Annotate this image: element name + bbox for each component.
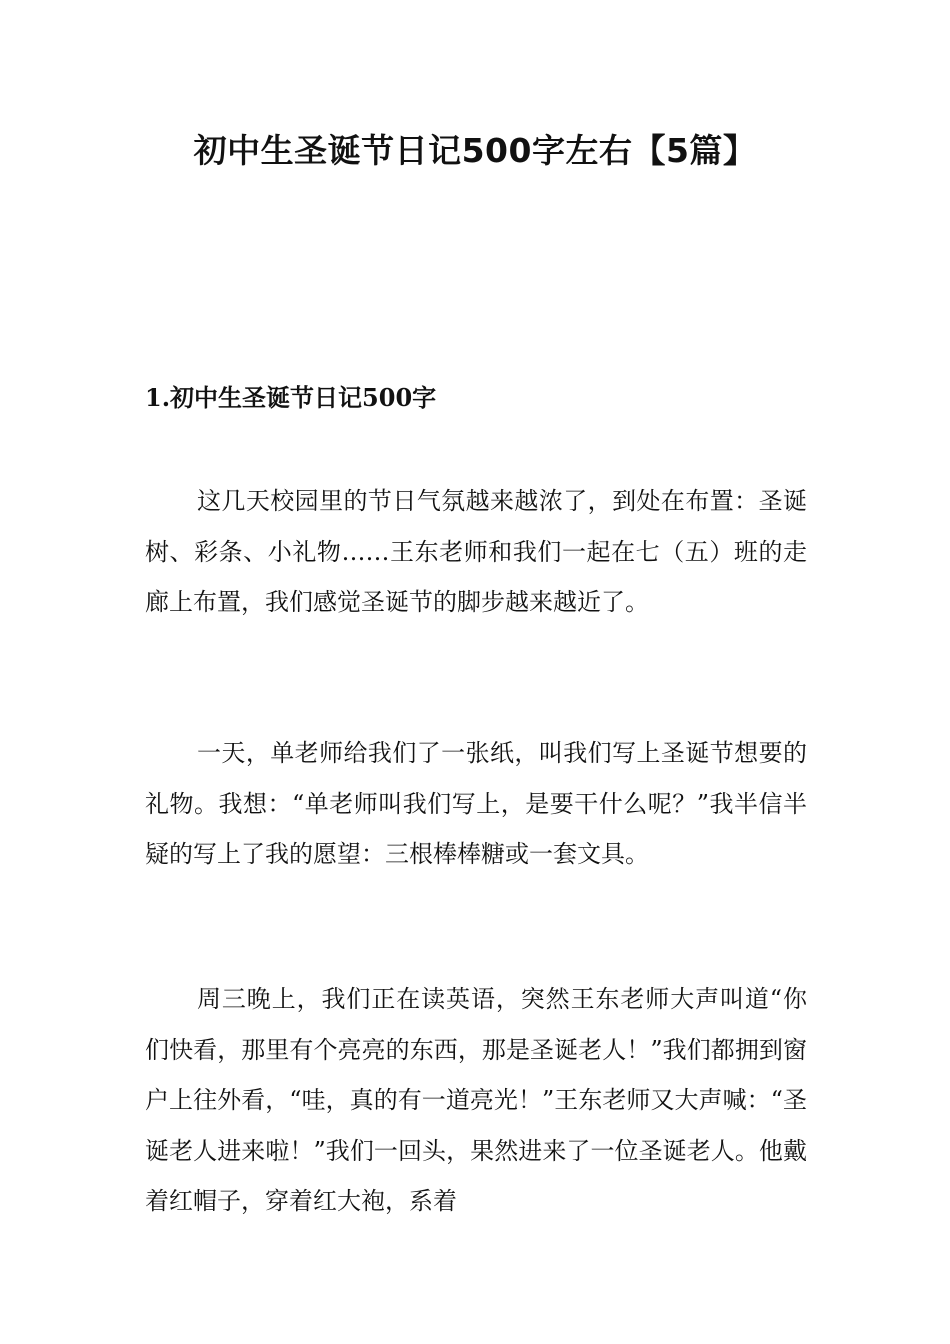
section-heading: 1.初中生圣诞节日记500字 xyxy=(145,383,437,412)
paragraph-1: 这几天校园里的节日气氛越来越浓了，到处在布置：圣诞树、彩条、小礼物……王东老师和我们一起在七（五）班的走廊上布置，我们感觉圣诞节的脚步越来越近了。 xyxy=(145,487,807,616)
paragraph-2: 一天，单老师给我们了一张纸，叫我们写上圣诞节想要的礼物。我想：“单老师叫我们写上，是要干什么呢？”我半信半疑的写上了我的愿望：三根棒棒糖或一套文具。 xyxy=(145,739,807,868)
document-title: 初中生圣诞节日记500字左右【5篇】 xyxy=(193,131,757,170)
paragraph-3: 周三晚上，我们正在读英语，突然王东老师大声叫道“你们快看，那里有个亮亮的东西，那是圣诞老人！”我们都拥到窗户上往外看，“哇，真的有一道亮光！”王东老师又大声喊：“圣诞老人进来啦！”我们一回头，果然进来了一位圣诞老人。他戴着红帽子，穿着红大袍，系着 xyxy=(145,985,807,1215)
